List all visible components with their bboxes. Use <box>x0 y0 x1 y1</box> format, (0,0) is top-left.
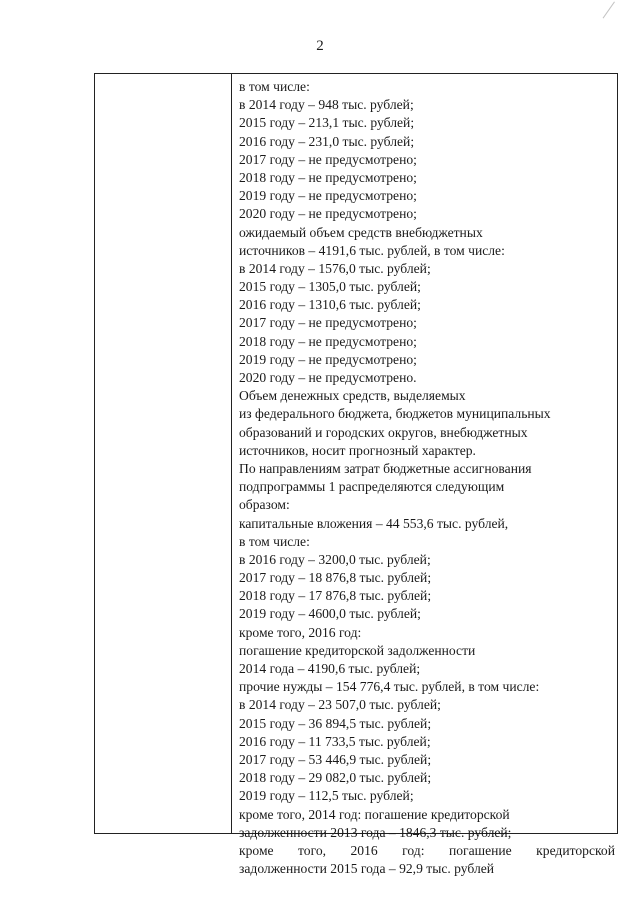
text-line: в 2014 году – 23 507,0 тыс. рублей; <box>239 697 441 713</box>
text-line: в 2016 году – 3200,0 тыс. рублей; <box>239 551 431 567</box>
document-table <box>94 73 618 877</box>
scan-mark <box>603 2 627 27</box>
text-line: По направлениям затрат бюджетные ассигнования <box>239 460 532 476</box>
text-line: 2019 году – 4600,0 тыс. рублей; <box>239 606 421 622</box>
text-line: кроме того, 2016 год: погашение кредиторской <box>239 842 615 858</box>
text-line: 2017 году – 18 876,8 тыс. рублей; <box>239 570 432 586</box>
text-line: 2016 году – 1310,6 тыс. рублей; <box>239 297 421 313</box>
text-line: 2019 году – не предусмотрено; <box>239 188 417 204</box>
text-line: 2014 года – 4190,6 тыс. рублей; <box>239 661 421 676</box>
text-line: Объем денежных средств, выделяемых <box>239 388 466 404</box>
text-line: 2019 году – не предусмотрено; <box>239 351 417 367</box>
text-line: образований и городских округов, внебюджетных <box>239 424 528 440</box>
text-line: капитальные вложения – 44 553,6 тыс. рублей, <box>239 515 509 531</box>
text-line: 2017 году – не предусмотрено; <box>239 315 417 331</box>
text-line: в 2014 году – 1576,0 тыс. рублей; <box>239 260 431 276</box>
text-line: ожидаемый объем средств внебюджетных <box>239 224 483 240</box>
text-line: источников, носит прогнозный характер. <box>239 442 476 458</box>
text-line: 2019 году – 112,5 тыс. рублей; <box>239 788 414 804</box>
text-line: в 2014 году – 948 тыс. рублей; <box>239 97 414 113</box>
text-line: 2018 году – не предусмотрено; <box>239 169 417 185</box>
text-line: 2020 году – не предусмотрено. <box>239 370 417 385</box>
text-line: 2018 году – 17 876,8 тыс. рублей; <box>239 588 432 604</box>
text-line: 2016 году – 11 733,5 тыс. рублей; <box>239 733 431 749</box>
text-line: источников – 4191,6 тыс. рублей, в том числе: <box>239 242 505 258</box>
text-line: 2018 году – не предусмотрено; <box>239 333 417 349</box>
text-line: 2018 году – 29 082,0 тыс. рублей; <box>239 770 432 786</box>
text-line: задолженности 2015 года – 92,9 тыс. рублей <box>239 861 495 877</box>
text-line: в том числе: <box>239 79 310 94</box>
text-line: прочие нужды – 154 776,4 тыс. рублей, в том числе: <box>239 679 540 695</box>
text-line: образом: <box>239 497 290 513</box>
text-line: 2015 году – 1305,0 тыс. рублей; <box>239 279 421 295</box>
text-line: кроме того, 2016 год: <box>239 624 362 640</box>
text-line: 2017 году – 53 446,9 тыс. рублей; <box>239 751 432 767</box>
text-line: 2015 году – 213,1 тыс. рублей; <box>239 115 415 131</box>
text-line: задолженности 2013 года – 1846,3 тыс. рублей; <box>239 824 512 840</box>
text-line: подпрограммы 1 распределяются следующим <box>239 479 505 495</box>
text-line: 2020 году – не предусмотрено; <box>239 206 417 222</box>
text-line: 2017 году – не предусмотрено; <box>239 151 417 167</box>
text-line: кроме того, 2014 год: погашение кредиторской <box>239 806 510 822</box>
text-line: 2015 году – 36 894,5 тыс. рублей; <box>239 715 432 731</box>
table-right-cell <box>239 78 615 878</box>
page-number: 2 <box>316 38 324 54</box>
text-line: в том числе: <box>239 533 310 549</box>
text-line: погашение кредиторской задолженности <box>239 642 476 658</box>
table-left-cell <box>95 74 232 833</box>
text-line: из федерального бюджета, бюджетов муниципальных <box>239 406 551 422</box>
text-line: 2016 году – 231,0 тыс. рублей; <box>239 133 415 149</box>
